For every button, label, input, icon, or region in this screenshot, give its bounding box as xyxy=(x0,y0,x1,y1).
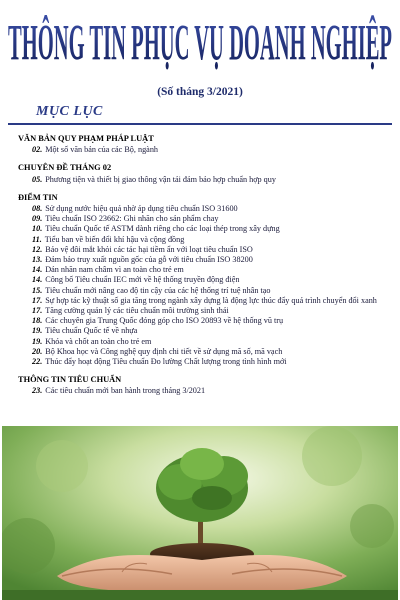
toc-heading: MỤC LỤC xyxy=(36,104,103,119)
toc-entry[interactable] xyxy=(18,175,390,185)
toc-entry[interactable] xyxy=(18,275,390,285)
toc-section-entries xyxy=(18,175,390,185)
toc-entry-text: Tiêu chuẩn mới nâng cao độ tin cậy của các hệ thống trí tuệ nhân tạo xyxy=(45,285,271,295)
toc-page-number: 20. xyxy=(32,346,43,356)
toc-page-number: 02. xyxy=(32,145,43,155)
toc-page-number: 12. xyxy=(32,244,43,254)
toc-entry[interactable] xyxy=(18,214,390,224)
toc-entry-text: Tiêu chuẩn Quốc tế ASTM dành riêng cho các loại thép trong xây dựng xyxy=(45,224,280,234)
toc-page-number: 17. xyxy=(32,306,43,316)
toc-entry[interactable] xyxy=(18,357,390,367)
toc-entry[interactable] xyxy=(18,316,390,326)
toc-entry[interactable] xyxy=(18,386,390,396)
toc-entry-text: Tiêu chuẩn Quốc tế về nhựa xyxy=(45,326,138,336)
toc-entry-text: Thúc đẩy hoạt động Tiêu chuẩn Đo lường Chất lượng trong tình hình mới xyxy=(45,357,287,367)
toc-section-entries xyxy=(18,386,390,396)
toc-entry-text: Sự hợp tác kỹ thuật số gia tăng trong ngành xây dựng là động lực thúc đẩy quá trình chuyển đổi xanh xyxy=(45,295,377,305)
toc-entry-text: Tăng cường quản lý các tiêu chuẩn môi trường sinh thái xyxy=(45,306,229,316)
toc-entry[interactable] xyxy=(18,255,390,265)
toc-section-entries xyxy=(18,204,390,367)
publication-title: THÔNG TIN PHỤC VỤ DOANH NGHIỆP xyxy=(8,13,392,71)
toc-entry-text: Dán nhãn nam châm vì an toàn cho trẻ em xyxy=(45,265,184,275)
toc-section-entries xyxy=(18,145,390,155)
toc-entry[interactable] xyxy=(18,245,390,255)
toc-entry[interactable] xyxy=(18,224,390,234)
toc-page-number: 18. xyxy=(32,316,43,326)
table-of-contents xyxy=(18,134,390,405)
toc-entry-text: Một số văn bản của các Bộ, ngành xyxy=(45,145,159,155)
toc-section-title: THÔNG TIN TIÊU CHUẨN xyxy=(18,375,122,385)
toc-page-number: 09. xyxy=(32,214,43,224)
toc-page-number: 14. xyxy=(32,265,43,275)
toc-divider xyxy=(8,123,392,125)
toc-page-number: 22. xyxy=(32,357,43,367)
toc-entry-text: Các chuyên gia Trung Quốc đóng góp cho ISO 20893 về hệ thống vũ trụ xyxy=(45,316,284,326)
toc-entry[interactable] xyxy=(18,265,390,275)
toc-entry-text: Bộ Khoa học và Công nghệ quy định chi tiết về sử dụng mã số, mã vạch xyxy=(45,346,283,356)
toc-section-title: CHUYÊN ĐỀ THÁNG 02 xyxy=(18,163,112,173)
toc-section-title: ĐIỂM TIN xyxy=(18,192,58,202)
toc-entry-text: Khóa và chốt an toàn cho trẻ em xyxy=(45,336,152,346)
issue-number: (Số tháng 3/2021) xyxy=(157,86,243,98)
toc-page-number: 17. xyxy=(32,295,43,305)
toc-entry-text: Tiểu ban về biến đổi khí hậu và cộng đồng xyxy=(44,234,185,244)
toc-page-number: 19. xyxy=(32,336,43,346)
toc-entry-text: Bảo vệ đôi mắt khỏi các tác hại tiềm ẩn với loạt tiêu chuẩn ISO xyxy=(45,244,253,254)
sapling-in-hands-image xyxy=(2,426,398,600)
toc-entry[interactable] xyxy=(18,145,390,155)
toc-entry[interactable] xyxy=(18,235,390,245)
toc-page-number: 10. xyxy=(32,224,43,234)
toc-entry[interactable] xyxy=(18,326,390,336)
toc-entry-text: Sử dụng nước hiệu quả nhờ áp dụng tiêu chuẩn ISO 31600 xyxy=(45,204,238,214)
toc-entry-text: Phương tiện và thiết bị giao thông vận tải đảm bảo hợp chuẩn hợp quy xyxy=(45,174,276,184)
toc-page-number: 13. xyxy=(32,255,43,265)
toc-page-number: 08. xyxy=(32,204,43,214)
toc-page-number: 14. xyxy=(32,275,43,285)
toc-entry[interactable] xyxy=(18,286,390,296)
toc-section-title: VĂN BẢN QUY PHẠM PHÁP LUẬT xyxy=(18,134,154,143)
toc-page-number: 23. xyxy=(32,386,43,396)
toc-page-number: 11. xyxy=(32,234,42,244)
banner xyxy=(0,0,400,80)
toc-entry-text: Công bố Tiêu chuẩn IEC mới về hệ thống truyền động điện xyxy=(45,275,240,285)
toc-page-number: 05. xyxy=(32,174,43,184)
toc-page-number: 19. xyxy=(32,326,43,336)
toc-entry[interactable] xyxy=(18,204,390,214)
toc-entry[interactable] xyxy=(18,337,390,347)
toc-entry[interactable] xyxy=(18,296,390,306)
toc-entry-text: Đảm bảo truy xuất nguồn gốc của gỗ với tiêu chuẩn ISO 38200 xyxy=(45,255,253,265)
toc-entry[interactable] xyxy=(18,347,390,357)
toc-entry-text: Các tiêu chuẩn mới ban hành trong tháng 3/2021 xyxy=(45,386,206,396)
toc-page-number: 15. xyxy=(32,285,43,295)
toc-entry[interactable] xyxy=(18,306,390,316)
toc-entry-text: Tiêu chuẩn ISO 23662: Ghi nhãn cho sản phẩm chay xyxy=(45,214,219,224)
